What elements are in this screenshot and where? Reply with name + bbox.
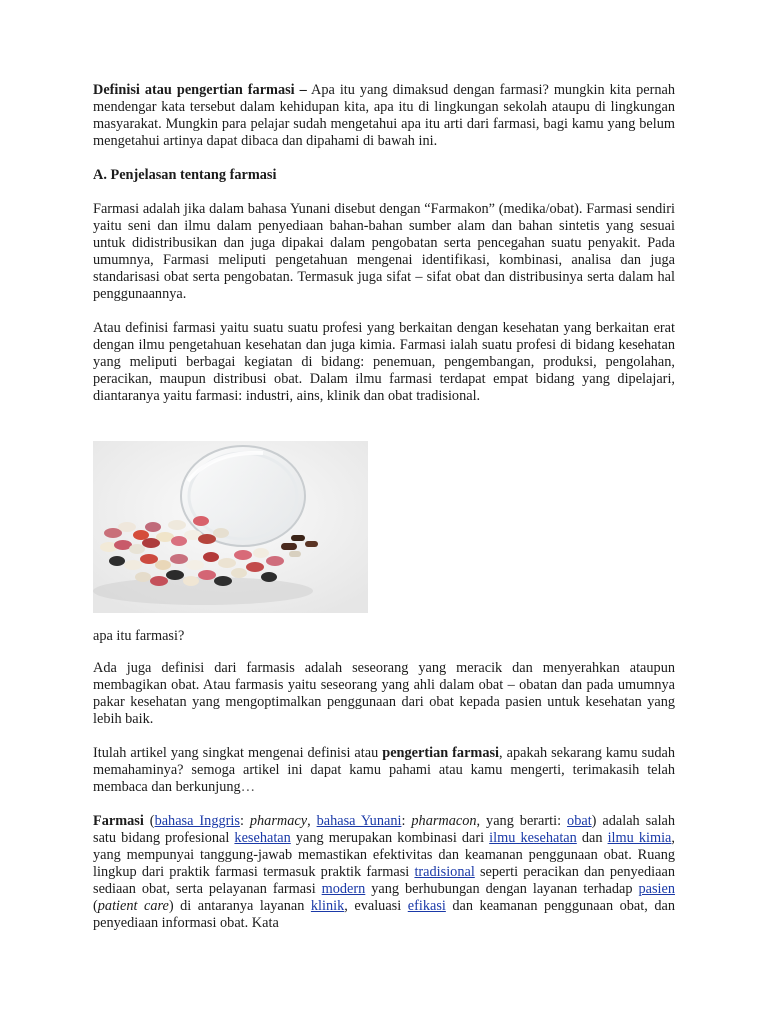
section-a-paragraph-2: Atau definisi farmasi yaitu suatu suatu profesi yang berkaitan dengan kesehatan yang berkaitan erat dengan ilmu pengetahuan kesehatan dan juga kimia. Farmasi ialah suatu profesi di bidang kesehatan yang meliputi berbagai kegiatan di bidang: penemuan, pengembangan, produksi, pengolahan, peracikan, maupun distribusi obat. Dalam ilmu farmasi terdapat empat bidang yang dipelajari, diantaranya yaitu farmasi: industri, ains, klinik dan obat tradisional. (93, 320, 675, 404)
intro-paragraph (93, 82, 675, 150)
link-klinik[interactable]: klinik (310, 898, 345, 914)
wiki-paragraph (93, 813, 675, 932)
section-a-paragraph-1: Farmasi adalah jika dalam bahasa Yunani disebut dengan “Farmakon” (medika/obat). Farmasi sendiri yaitu seni dan ilmu dalam penyediaan bahan-bahan sumber alam dan bahan sintetis yang sesuai untuk didistribusikan dan juga dipakai dalam pengobatan serta pencegahan suatu penyakit. Pada umumnya, Farmasi meliputi pengetahuan mengenai identifikasi, kombinasi, analisa dan juga standarisasi obat serta pengobatan. Termasuk juga sifat – sifat obat dan distribusinya serta dalam hal penggunaannya. (93, 201, 675, 302)
wiki-text: seperti peracikan dan penyediaan sediaan obat, serta pelayanan farmasi (93, 864, 675, 897)
wiki-italic-patient-care: patient care (97, 898, 169, 914)
link-efikasi[interactable]: efikasi (407, 898, 446, 914)
wiki-text: ( (93, 898, 98, 914)
wiki-text: : (401, 813, 412, 829)
wiki-text: , evaluasi (344, 898, 408, 914)
wiki-italic-pharmacy: pharmacy (249, 813, 308, 829)
section-a-heading: A. Penjelasan tentang farmasi (93, 167, 277, 183)
link-bahasa-yunani[interactable]: bahasa Yunani (316, 813, 402, 829)
link-tradisional[interactable]: tradisional (414, 864, 475, 880)
article-upper (93, 82, 675, 405)
link-ilmu-kesehatan[interactable]: ilmu kesehatan (489, 830, 577, 846)
photo-caption: apa itu farmasi? (93, 628, 185, 644)
article-lower (93, 660, 675, 932)
closing-ellipsis: … (240, 779, 255, 795)
link-pasien[interactable]: pasien (638, 881, 675, 897)
intro-bold-lead: Definisi atau pengertian farmasi – (93, 82, 307, 98)
wiki-text: ) adalah salah satu bidang profesional (93, 813, 676, 846)
farmasis-paragraph: Ada juga definisi dari farmasis adalah seseorang yang meracik dan menyerahkan ataupun membagikan obat. Atau farmasis yaitu seseorang yang ahli dalam obat – obatan dan pada umumnya pakar kesehatan yang mengoptimalkan penggunaan dari obat kepada pasien untuk kesehatan yang lebih baik. (93, 660, 675, 727)
wiki-text: , yang berarti: (476, 813, 568, 829)
wiki-bold-term: Farmasi (93, 813, 144, 829)
wiki-text: yang berhubungan dengan layanan terhadap (365, 881, 639, 897)
wiki-text: yang merupakan kombinasi dari (290, 830, 490, 846)
closing-text-after: , apakah sekarang kamu sudah memahaminya? semoga artikel ini dapat kamu pahami atau kamu mengerti, terimakasih telah membaca dan berkunjung (93, 745, 676, 795)
link-obat[interactable]: obat (567, 813, 592, 829)
wiki-text: , yang mempunyai tanggung-jawab memastikan efektivitas dan keamanan penggunaan obat. Ruang lingkup dari praktik farmasi termasuk praktik farmasi (93, 830, 675, 880)
link-ilmu-kimia[interactable]: ilmu kimia (607, 830, 672, 846)
closing-bold-term: pengertian farmasi (382, 745, 500, 761)
link-bahasa-inggris[interactable]: bahasa Inggris (154, 813, 240, 829)
wiki-italic-pharmacon: pharmacon (411, 813, 477, 829)
link-kesehatan[interactable]: kesehatan (234, 830, 291, 846)
wiki-text: dan (576, 830, 608, 846)
pills-jar-photo (93, 441, 368, 613)
closing-text-before: Itulah artikel yang singkat mengenai definisi atau (93, 745, 383, 761)
wiki-text: : (239, 813, 250, 829)
wiki-text: ) di antaranya layanan (168, 898, 311, 914)
pills-jar-illustration (93, 441, 368, 613)
wiki-text: , (307, 813, 317, 829)
wiki-text: ( (143, 813, 155, 829)
wiki-text: dan keamanan penggunaan obat, dan penyediaan informasi obat. Kata (93, 898, 675, 931)
closing-paragraph (93, 745, 675, 796)
intro-text: Apa itu yang dimaksud dengan farmasi? mungkin kita pernah mendengar kata tersebut dalam kehidupan kita, apa itu di lingkungan sekolah ataupu di lingkungan masyarakat. Mungkin para pelajar sudah mengetahui apa itu arti dari farmasi, bagi kamu yang belum mengetahui artinya dapat dibaca dan dipahami di bawah ini. (93, 82, 675, 149)
link-modern[interactable]: modern (321, 881, 366, 897)
